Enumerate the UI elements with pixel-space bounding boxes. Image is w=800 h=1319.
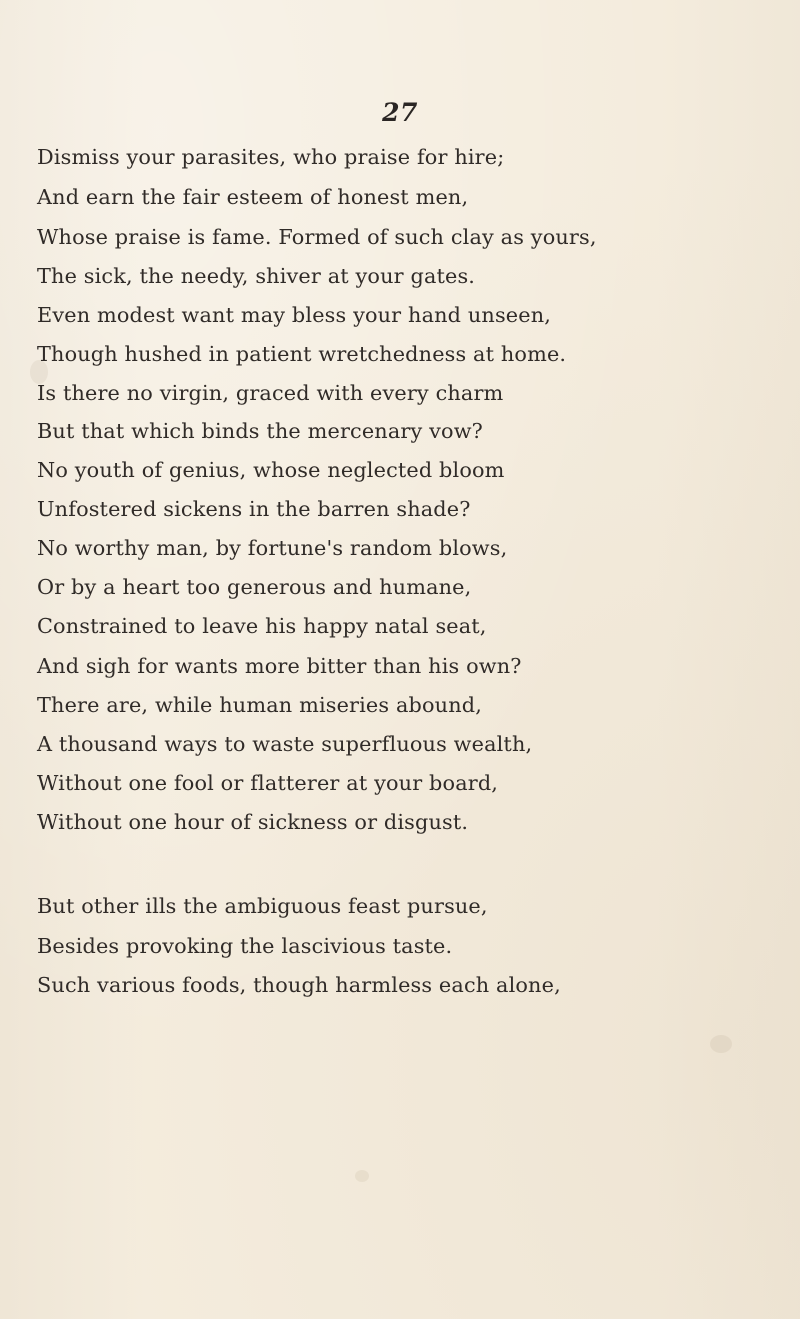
poem-line: There are, while human miseries abound, <box>37 693 482 717</box>
poem-line: Without one hour of sickness or disgust. <box>37 810 469 834</box>
page-number: 27 <box>382 98 418 127</box>
poem-line: Besides provoking the lascivious taste. <box>37 934 453 958</box>
poem-line: And earn the fair esteem of honest men, <box>37 185 469 209</box>
poem-line: Or by a heart too generous and humane, <box>37 575 472 599</box>
poem-line: No youth of genius, whose neglected bloom <box>37 458 505 482</box>
poem-line: Unfostered sickens in the barren shade? <box>37 497 471 521</box>
poem-line: Is there no virgin, graced with every charm <box>37 381 504 405</box>
poem-line: No worthy man, by fortune's random blows, <box>37 536 508 560</box>
poem-line: A thousand ways to waste superfluous wealth, <box>37 732 533 756</box>
poem-line: Though hushed in patient wretchedness at home. <box>37 342 567 366</box>
poem-line: Such various foods, though harmless each alone, <box>37 973 561 997</box>
poem-line: Dismiss your parasites, who praise for hire; <box>37 145 505 169</box>
poem-line: Without one fool or flatterer at your board, <box>37 771 499 795</box>
poem-line: The sick, the needy, shiver at your gates. <box>37 264 476 288</box>
poem-line: And sigh for wants more bitter than his own? <box>37 654 522 678</box>
poem-line: But that which binds the mercenary vow? <box>37 419 483 443</box>
paper-stain <box>710 1035 732 1053</box>
poem-line: Constrained to leave his happy natal seat, <box>37 614 487 638</box>
poem-line: Even modest want may bless your hand unseen, <box>37 303 552 327</box>
poem-line: Whose praise is fame. Formed of such clay as yours, <box>37 225 597 249</box>
paper-stain <box>355 1170 369 1182</box>
poem-line: But other ills the ambiguous feast pursue, <box>37 894 488 918</box>
